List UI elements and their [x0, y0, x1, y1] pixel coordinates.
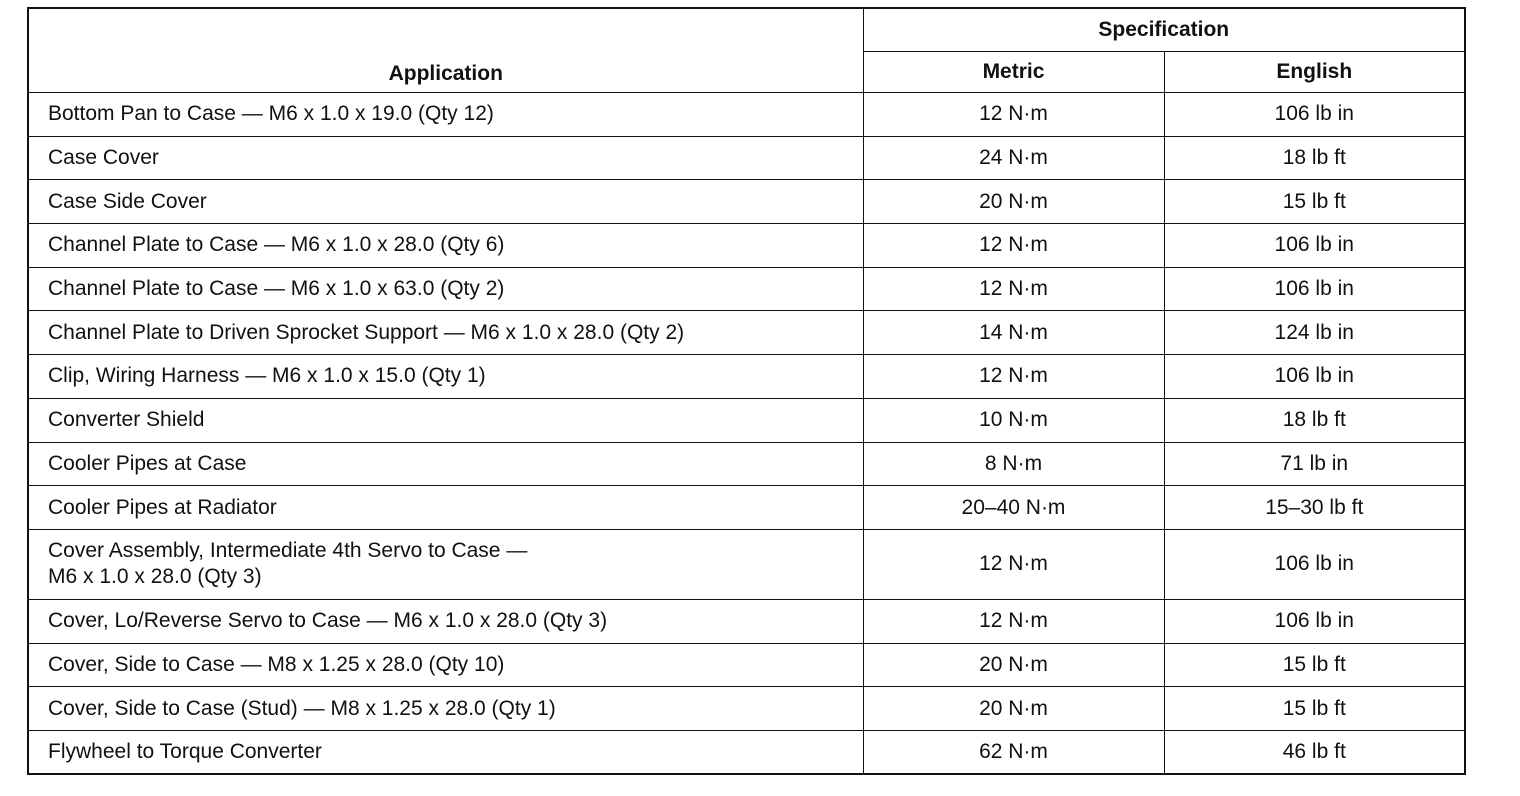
application-cell: [28, 529, 863, 599]
metric-cell: 12 N·m: [863, 599, 1164, 643]
table-row: [28, 224, 1465, 268]
english-cell: 106 lb in: [1164, 267, 1465, 311]
metric-cell: 12 N·m: [863, 224, 1164, 268]
table-row: [28, 529, 1465, 599]
application-cell: Channel Plate to Case — M6 x 1.0 x 28.0 (Qty 6): [28, 224, 863, 268]
metric-cell: 20 N·m: [863, 180, 1164, 224]
metric-cell: 20 N·m: [863, 643, 1164, 687]
metric-cell: 20 N·m: [863, 687, 1164, 731]
metric-cell: 24 N·m: [863, 136, 1164, 180]
table-row: [28, 643, 1465, 687]
column-header-metric: Metric: [863, 52, 1164, 93]
table-header: [28, 8, 1465, 93]
table-row: [28, 486, 1465, 530]
application-cell: Case Side Cover: [28, 180, 863, 224]
column-header-english: English: [1164, 52, 1465, 93]
table-row: [28, 136, 1465, 180]
english-cell: 71 lb in: [1164, 442, 1465, 486]
english-cell: 15–30 lb ft: [1164, 486, 1465, 530]
english-cell: 106 lb in: [1164, 93, 1465, 137]
english-cell: 106 lb in: [1164, 599, 1465, 643]
application-cell: Cooler Pipes at Radiator: [28, 486, 863, 530]
english-cell: 124 lb in: [1164, 311, 1465, 355]
english-cell: 106 lb in: [1164, 355, 1465, 399]
column-header-specification: Specification: [863, 8, 1465, 52]
table-row: [28, 398, 1465, 442]
column-header-application: Application: [28, 8, 863, 93]
metric-cell: 12 N·m: [863, 267, 1164, 311]
english-cell: 15 lb ft: [1164, 687, 1465, 731]
english-cell: 106 lb in: [1164, 529, 1465, 599]
application-cell: Clip, Wiring Harness — M6 x 1.0 x 15.0 (Qty 1): [28, 355, 863, 399]
table-row: [28, 180, 1465, 224]
english-cell: 15 lb ft: [1164, 180, 1465, 224]
english-cell: 46 lb ft: [1164, 730, 1465, 774]
table-row: [28, 687, 1465, 731]
metric-cell: 62 N·m: [863, 730, 1164, 774]
table-row: [28, 355, 1465, 399]
torque-spec-table: [27, 7, 1466, 775]
application-cell: Channel Plate to Driven Sprocket Support — M6 x 1.0 x 28.0 (Qty 2): [28, 311, 863, 355]
table-row: [28, 311, 1465, 355]
metric-cell: 12 N·m: [863, 355, 1164, 399]
application-cell: Cover, Side to Case — M8 x 1.25 x 28.0 (Qty 10): [28, 643, 863, 687]
application-cell: Cover, Lo/Reverse Servo to Case — M6 x 1.0 x 28.0 (Qty 3): [28, 599, 863, 643]
application-cell: Bottom Pan to Case — M6 x 1.0 x 19.0 (Qty 12): [28, 93, 863, 137]
table-row: [28, 93, 1465, 137]
table-body: [28, 93, 1465, 775]
metric-cell: 12 N·m: [863, 529, 1164, 599]
application-line-2: M6 x 1.0 x 28.0 (Qty 3): [48, 565, 262, 589]
application-cell: Flywheel to Torque Converter: [28, 730, 863, 774]
metric-cell: 14 N·m: [863, 311, 1164, 355]
metric-cell: 8 N·m: [863, 442, 1164, 486]
table-row: [28, 442, 1465, 486]
table-row: [28, 599, 1465, 643]
metric-cell: 12 N·m: [863, 93, 1164, 137]
english-cell: 18 lb ft: [1164, 136, 1465, 180]
application-cell: Converter Shield: [28, 398, 863, 442]
application-line-1: Cover Assembly, Intermediate 4th Servo to Case —: [48, 539, 528, 563]
metric-cell: 20–40 N·m: [863, 486, 1164, 530]
english-cell: 18 lb ft: [1164, 398, 1465, 442]
application-cell: Cover, Side to Case (Stud) — M8 x 1.25 x 28.0 (Qty 1): [28, 687, 863, 731]
application-cell: Cooler Pipes at Case: [28, 442, 863, 486]
english-cell: 106 lb in: [1164, 224, 1465, 268]
metric-cell: 10 N·m: [863, 398, 1164, 442]
application-cell: Case Cover: [28, 136, 863, 180]
application-cell: Channel Plate to Case — M6 x 1.0 x 63.0 (Qty 2): [28, 267, 863, 311]
english-cell: 15 lb ft: [1164, 643, 1465, 687]
table-row: [28, 267, 1465, 311]
table-row: [28, 730, 1465, 774]
